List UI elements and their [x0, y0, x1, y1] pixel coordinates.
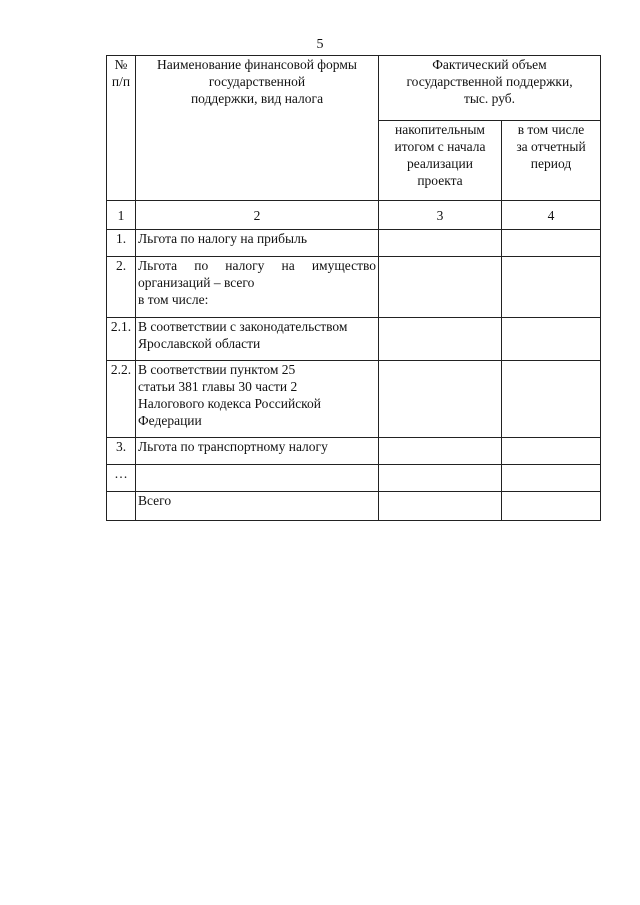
- row-period-value: [502, 438, 601, 465]
- row-name-line: В соответствии пунктом 25: [138, 362, 296, 377]
- header-sub-line: в том числе: [517, 122, 585, 138]
- row-name-line: Федерации: [138, 413, 202, 428]
- header-name-line: Наименование финансовой формы: [157, 57, 357, 72]
- support-volume-table: [106, 55, 601, 521]
- row-name: [136, 257, 379, 318]
- row-accumulated-value: [379, 257, 502, 318]
- header-sub-line: период: [530, 156, 572, 172]
- header-name-line: поддержки, вид налога: [190, 91, 324, 106]
- row-number: [107, 492, 136, 521]
- column-index-cell: 3: [379, 201, 502, 230]
- row-name-line: Льгота по налогу на имущество: [138, 258, 376, 273]
- row-name-line: статьи 381 главы 30 части 2: [138, 379, 298, 394]
- row-name-line: Всего: [138, 493, 172, 508]
- header-support-name: [136, 56, 379, 201]
- row-number: 2.2.: [107, 361, 136, 438]
- row-number: 2.1.: [107, 318, 136, 361]
- row-name-line: организаций – всего: [138, 275, 255, 290]
- table-row: [107, 361, 601, 438]
- row-name: [136, 318, 379, 361]
- row-number: 1.: [107, 230, 136, 257]
- row-name-line: В соответствии с законодательством: [138, 319, 348, 334]
- row-number: 2.: [107, 257, 136, 318]
- header-accumulated: [379, 121, 502, 201]
- header-sub-line: за отчетный: [516, 139, 586, 155]
- row-accumulated-value: [379, 465, 502, 492]
- row-name-line: Льгота по налогу на прибыль: [138, 231, 307, 246]
- row-name: [136, 438, 379, 465]
- row-period-value: [502, 465, 601, 492]
- header-group-line: тыс. руб.: [463, 91, 516, 106]
- header-number-line: п/п: [111, 74, 131, 89]
- row-number: 3.: [107, 438, 136, 465]
- header-sub-line: проекта: [417, 173, 463, 189]
- header-number-line: №: [114, 57, 128, 72]
- table-row: [107, 438, 601, 465]
- row-number: …: [107, 465, 136, 492]
- row-name: [136, 492, 379, 521]
- row-name: [136, 465, 379, 492]
- header-reporting-period: [502, 121, 601, 201]
- row-period-value: [502, 361, 601, 438]
- row-accumulated-value: [379, 361, 502, 438]
- row-period-value: [502, 492, 601, 521]
- header-number: [107, 56, 136, 201]
- row-period-value: [502, 230, 601, 257]
- table-row: [107, 257, 601, 318]
- row-accumulated-value: [379, 438, 502, 465]
- column-index-cell: 2: [136, 201, 379, 230]
- column-index-row: [107, 201, 601, 230]
- header-name-line: государственной: [208, 74, 306, 89]
- header-sub-line: реализации: [407, 156, 473, 172]
- header-group-line: Фактический объем: [432, 57, 547, 72]
- row-name-line: в том числе:: [138, 292, 209, 307]
- header-sub-line: итогом с начала: [394, 139, 486, 155]
- table-total-row: [107, 492, 601, 521]
- row-name: [136, 361, 379, 438]
- column-index-cell: 4: [502, 201, 601, 230]
- header-sub-line: накопительным: [395, 122, 485, 138]
- row-name-line: Ярославской области: [138, 336, 261, 351]
- row-period-value: [502, 257, 601, 318]
- row-period-value: [502, 318, 601, 361]
- table-row: [107, 318, 601, 361]
- row-name-line: Налогового кодекса Российской: [138, 396, 322, 411]
- header-actual-volume: [379, 56, 601, 121]
- row-accumulated-value: [379, 230, 502, 257]
- table-row: [107, 465, 601, 492]
- row-accumulated-value: [379, 492, 502, 521]
- page-number: 5: [316, 37, 324, 52]
- table-row: [107, 230, 601, 257]
- table-header-row: [107, 56, 601, 121]
- row-name: [136, 230, 379, 257]
- column-index-cell: 1: [107, 201, 136, 230]
- row-accumulated-value: [379, 318, 502, 361]
- header-group-line: государственной поддержки,: [406, 74, 573, 89]
- row-name-line: Льгота по транспортному налогу: [138, 439, 328, 454]
